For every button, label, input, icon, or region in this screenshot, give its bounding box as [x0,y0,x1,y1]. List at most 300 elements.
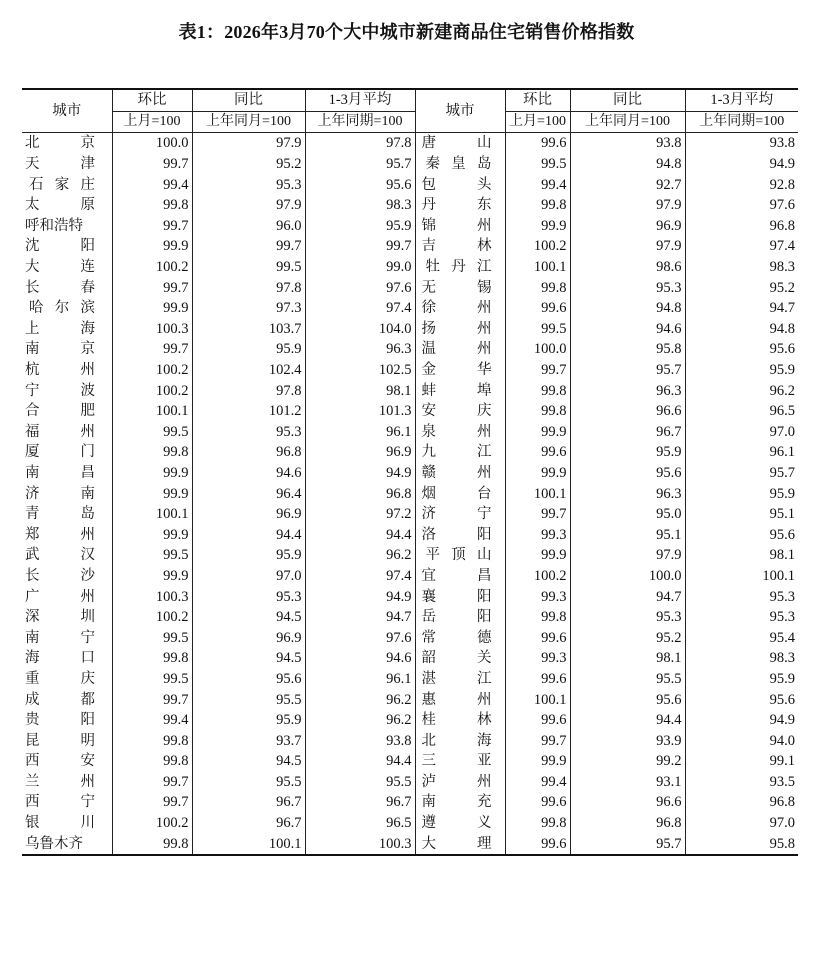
city-name: 九江 [421,444,492,461]
yoy-value-right: 95.2 [570,627,685,648]
yoy-value-left: 94.5 [192,648,305,669]
table-row [22,627,798,648]
city-name: 长春 [25,279,95,296]
city-name: 天津 [25,156,95,173]
city-cell-left [22,710,112,731]
mom-value-left: 99.4 [112,174,192,195]
yoy-value-left: 97.8 [192,380,305,401]
avg-value-right: 96.2 [685,380,798,401]
mom-value-right: 99.7 [505,360,570,381]
yoy-value-left: 102.4 [192,360,305,381]
mom-value-right: 99.4 [505,174,570,195]
city-name: 秦皇岛 [425,156,492,173]
header-mom-right: 环比 [505,89,570,111]
city-name: 郑州 [25,526,95,543]
city-name: 广州 [25,588,95,605]
yoy-value-right: 98.6 [570,257,685,278]
yoy-value-left: 100.1 [192,833,305,855]
city-name: 呼和浩特 [25,217,83,234]
mom-value-left: 99.8 [112,648,192,669]
city-cell-right [415,689,505,710]
city-name: 济南 [25,485,95,502]
city-cell-left [22,216,112,237]
yoy-value-left: 97.0 [192,566,305,587]
table-row [22,483,798,504]
avg-value-left: 93.8 [305,730,415,751]
city-name: 海口 [25,650,95,667]
mom-value-right: 100.1 [505,689,570,710]
city-name: 石家庄 [29,176,95,193]
city-cell-left [22,483,112,504]
yoy-value-right: 95.6 [570,463,685,484]
avg-value-right: 95.2 [685,277,798,298]
yoy-value-right: 94.8 [570,298,685,319]
table-row [22,586,798,607]
avg-value-right: 97.6 [685,195,798,216]
mom-value-left: 99.7 [112,339,192,360]
city-cell-left [22,174,112,195]
yoy-value-right: 94.7 [570,586,685,607]
city-name: 西安 [25,753,95,770]
table-row [22,401,798,422]
city-cell-right [415,504,505,525]
avg-value-left: 95.9 [305,216,415,237]
avg-value-left: 101.3 [305,401,415,422]
yoy-value-right: 97.9 [570,545,685,566]
mom-value-right: 99.7 [505,504,570,525]
table-row [22,792,798,813]
mom-value-right: 99.8 [505,380,570,401]
avg-value-right: 95.9 [685,360,798,381]
yoy-value-left: 94.4 [192,524,305,545]
avg-value-left: 94.9 [305,586,415,607]
table-row [22,380,798,401]
yoy-value-left: 93.7 [192,730,305,751]
yoy-value-left: 96.4 [192,483,305,504]
avg-value-right: 98.1 [685,545,798,566]
mom-value-right: 99.7 [505,730,570,751]
avg-value-left: 104.0 [305,319,415,340]
yoy-value-right: 93.8 [570,133,685,154]
mom-value-right: 99.6 [505,792,570,813]
yoy-value-right: 95.7 [570,360,685,381]
avg-value-right: 94.7 [685,298,798,319]
mom-value-right: 99.3 [505,648,570,669]
city-cell-right [415,792,505,813]
yoy-value-left: 95.2 [192,154,305,175]
mom-value-left: 99.8 [112,833,192,855]
city-cell-right [415,195,505,216]
city-name: 上海 [25,320,95,337]
avg-value-left: 98.3 [305,195,415,216]
mom-value-left: 100.2 [112,813,192,834]
table-row [22,833,798,855]
city-cell-right [415,319,505,340]
city-cell-left [22,195,112,216]
city-cell-left [22,236,112,257]
city-cell-right [415,298,505,319]
header-avg-left: 1-3月平均 [305,89,415,111]
mom-value-left: 99.9 [112,483,192,504]
avg-value-right: 95.7 [685,463,798,484]
avg-value-right: 92.8 [685,174,798,195]
table-row [22,422,798,443]
table-row [22,463,798,484]
city-name: 长沙 [25,567,95,584]
avg-value-right: 95.3 [685,607,798,628]
mom-value-left: 99.8 [112,195,192,216]
city-cell-left [22,380,112,401]
mom-value-right: 99.8 [505,401,570,422]
avg-value-left: 102.5 [305,360,415,381]
city-cell-right [415,236,505,257]
mom-value-left: 99.4 [112,710,192,731]
mom-value-left: 99.9 [112,566,192,587]
avg-value-left: 96.3 [305,339,415,360]
yoy-value-right: 95.7 [570,833,685,855]
city-cell-left [22,545,112,566]
header-avg-base-right: 上年同期=100 [685,111,798,133]
city-cell-right [415,833,505,855]
mom-value-right: 99.6 [505,442,570,463]
city-cell-right [415,442,505,463]
yoy-value-left: 96.7 [192,813,305,834]
header-city-right: 城市 [415,89,505,133]
avg-value-left: 96.2 [305,689,415,710]
yoy-value-right: 96.6 [570,792,685,813]
mom-value-left: 99.7 [112,277,192,298]
city-cell-left [22,277,112,298]
table-row [22,772,798,793]
city-name: 乌鲁木齐 [25,835,83,852]
yoy-value-right: 96.9 [570,216,685,237]
table-row [22,442,798,463]
mom-value-right: 99.6 [505,298,570,319]
avg-value-right: 94.0 [685,730,798,751]
city-name: 南昌 [25,464,95,481]
city-cell-right [415,463,505,484]
city-name: 丹东 [421,197,492,214]
city-cell-right [415,751,505,772]
yoy-value-left: 97.9 [192,195,305,216]
city-name: 吉林 [421,238,492,255]
city-name: 遵义 [421,815,492,832]
avg-value-left: 100.3 [305,833,415,855]
mom-value-left: 99.7 [112,689,192,710]
city-name: 韶关 [421,650,492,667]
avg-value-left: 95.7 [305,154,415,175]
avg-value-right: 95.9 [685,483,798,504]
city-name: 宜昌 [421,567,492,584]
yoy-value-right: 99.2 [570,751,685,772]
avg-value-left: 97.6 [305,627,415,648]
city-cell-right [415,483,505,504]
header-avg-base-left: 上年同期=100 [305,111,415,133]
city-name: 南京 [25,341,95,358]
avg-value-left: 99.0 [305,257,415,278]
yoy-value-right: 93.9 [570,730,685,751]
header-yoy-right: 同比 [570,89,685,111]
city-name: 常德 [421,629,492,646]
city-cell-left [22,833,112,855]
avg-value-right: 95.6 [685,524,798,545]
mom-value-right: 99.5 [505,154,570,175]
avg-value-right: 96.5 [685,401,798,422]
mom-value-right: 100.2 [505,236,570,257]
table-row [22,607,798,628]
city-cell-left [22,792,112,813]
city-name: 包头 [421,176,492,193]
mom-value-left: 99.9 [112,463,192,484]
yoy-value-left: 103.7 [192,319,305,340]
mom-value-left: 100.1 [112,401,192,422]
yoy-value-right: 96.7 [570,422,685,443]
city-name: 平顶山 [425,547,492,564]
city-name: 赣州 [421,464,492,481]
city-name: 武汉 [25,547,95,564]
table-row [22,257,798,278]
yoy-value-right: 94.8 [570,154,685,175]
city-cell-left [22,751,112,772]
city-cell-left [22,154,112,175]
yoy-value-right: 97.9 [570,195,685,216]
city-cell-left [22,669,112,690]
yoy-value-left: 95.9 [192,339,305,360]
city-cell-right [415,648,505,669]
mom-value-right: 99.6 [505,669,570,690]
mom-value-right: 99.3 [505,586,570,607]
city-name: 宁波 [25,382,95,399]
mom-value-left: 99.5 [112,545,192,566]
yoy-value-right: 96.6 [570,401,685,422]
avg-value-right: 96.8 [685,792,798,813]
mom-value-right: 99.5 [505,319,570,340]
table-row [22,277,798,298]
avg-value-right: 97.0 [685,813,798,834]
yoy-value-left: 101.2 [192,401,305,422]
yoy-value-left: 95.3 [192,586,305,607]
yoy-value-left: 95.3 [192,422,305,443]
city-cell-right [415,586,505,607]
table-row [22,154,798,175]
yoy-value-right: 94.6 [570,319,685,340]
city-cell-left [22,463,112,484]
yoy-value-right: 96.8 [570,813,685,834]
city-cell-left [22,730,112,751]
city-name: 济宁 [421,506,492,523]
city-name: 唐山 [421,135,492,152]
city-name: 西宁 [25,794,95,811]
city-cell-left [22,586,112,607]
table-row [22,174,798,195]
mom-value-right: 100.1 [505,483,570,504]
avg-value-right: 95.6 [685,339,798,360]
mom-value-left: 100.3 [112,319,192,340]
yoy-value-left: 96.9 [192,627,305,648]
avg-value-right: 98.3 [685,648,798,669]
avg-value-left: 94.7 [305,607,415,628]
city-cell-right [415,566,505,587]
mom-value-right: 99.8 [505,607,570,628]
city-cell-right [415,360,505,381]
city-cell-right [415,813,505,834]
yoy-value-right: 95.3 [570,277,685,298]
mom-value-left: 99.7 [112,154,192,175]
mom-value-left: 99.9 [112,298,192,319]
mom-value-left: 99.8 [112,442,192,463]
city-cell-right [415,133,505,154]
city-name: 锦州 [421,217,492,234]
mom-value-left: 99.8 [112,751,192,772]
avg-value-left: 96.2 [305,710,415,731]
city-cell-right [415,422,505,443]
city-name: 大理 [421,835,492,852]
city-name: 三亚 [421,753,492,770]
avg-value-left: 97.8 [305,133,415,154]
table-row [22,339,798,360]
city-name: 杭州 [25,362,95,379]
city-cell-left [22,566,112,587]
city-cell-right [415,627,505,648]
city-name: 南充 [421,794,492,811]
avg-value-left: 96.2 [305,545,415,566]
city-cell-left [22,648,112,669]
avg-value-right: 94.8 [685,319,798,340]
yoy-value-right: 96.3 [570,483,685,504]
avg-value-right: 96.8 [685,216,798,237]
avg-value-left: 97.4 [305,298,415,319]
avg-value-left: 99.7 [305,236,415,257]
table-row [22,689,798,710]
city-name: 惠州 [421,691,492,708]
city-cell-right [415,607,505,628]
mom-value-right: 99.4 [505,772,570,793]
city-name: 厦门 [25,444,95,461]
mom-value-left: 100.3 [112,586,192,607]
avg-value-right: 95.1 [685,504,798,525]
avg-value-right: 97.0 [685,422,798,443]
mom-value-right: 99.8 [505,813,570,834]
yoy-value-right: 100.0 [570,566,685,587]
city-name: 安庆 [421,403,492,420]
avg-value-right: 95.3 [685,586,798,607]
avg-value-right: 95.4 [685,627,798,648]
city-name: 合肥 [25,403,95,420]
avg-value-right: 99.1 [685,751,798,772]
header-city-left: 城市 [22,89,112,133]
avg-value-left: 97.4 [305,566,415,587]
city-name: 牡丹江 [425,259,492,276]
mom-value-right: 100.2 [505,566,570,587]
city-cell-left [22,813,112,834]
city-name: 大连 [25,259,95,276]
city-cell-left [22,524,112,545]
city-name: 沈阳 [25,238,95,255]
avg-value-right: 96.1 [685,442,798,463]
table-row [22,545,798,566]
avg-value-right: 95.9 [685,669,798,690]
city-name: 成都 [25,691,95,708]
yoy-value-left: 95.6 [192,669,305,690]
city-cell-right [415,524,505,545]
city-cell-right [415,401,505,422]
city-cell-left [22,627,112,648]
city-name: 北京 [25,135,95,152]
header-yoy-left: 同比 [192,89,305,111]
mom-value-right: 99.6 [505,833,570,855]
avg-value-right: 93.5 [685,772,798,793]
city-cell-right [415,216,505,237]
city-cell-left [22,772,112,793]
mom-value-right: 99.9 [505,216,570,237]
city-name: 洛阳 [421,526,492,543]
yoy-value-left: 95.9 [192,710,305,731]
yoy-value-right: 96.3 [570,380,685,401]
yoy-value-left: 94.6 [192,463,305,484]
mom-value-left: 99.8 [112,730,192,751]
mom-value-right: 100.1 [505,257,570,278]
yoy-value-left: 96.9 [192,504,305,525]
mom-value-left: 99.7 [112,792,192,813]
mom-value-left: 100.1 [112,504,192,525]
city-cell-right [415,710,505,731]
table-row [22,710,798,731]
city-cell-left [22,442,112,463]
yoy-value-right: 97.9 [570,236,685,257]
city-cell-right [415,772,505,793]
table-row [22,195,798,216]
table-body [22,133,798,855]
table-row [22,813,798,834]
city-cell-right [415,545,505,566]
mom-value-right: 99.8 [505,195,570,216]
avg-value-left: 95.6 [305,174,415,195]
avg-value-left: 97.6 [305,277,415,298]
city-name: 烟台 [421,485,492,502]
yoy-value-left: 99.5 [192,257,305,278]
yoy-value-right: 95.1 [570,524,685,545]
avg-value-right: 97.4 [685,236,798,257]
table-row [22,216,798,237]
yoy-value-left: 95.5 [192,772,305,793]
mom-value-right: 99.9 [505,463,570,484]
avg-value-right: 95.6 [685,689,798,710]
yoy-value-left: 97.9 [192,133,305,154]
table-row [22,360,798,381]
city-cell-left [22,360,112,381]
city-cell-left [22,401,112,422]
avg-value-left: 96.9 [305,442,415,463]
avg-value-left: 94.9 [305,463,415,484]
city-name: 泸州 [421,773,492,790]
mom-value-left: 99.5 [112,669,192,690]
table-row [22,236,798,257]
table-row [22,566,798,587]
city-name: 重庆 [25,670,95,687]
city-cell-right [415,380,505,401]
avg-value-left: 95.5 [305,772,415,793]
yoy-value-left: 99.7 [192,236,305,257]
yoy-value-left: 94.5 [192,607,305,628]
city-name: 蚌埠 [421,382,492,399]
yoy-value-right: 92.7 [570,174,685,195]
header-mom-base-left: 上月=100 [112,111,192,133]
header-mom-base-right: 上月=100 [505,111,570,133]
avg-value-right: 95.8 [685,833,798,855]
mom-value-left: 100.2 [112,380,192,401]
yoy-value-left: 94.5 [192,751,305,772]
city-cell-left [22,339,112,360]
